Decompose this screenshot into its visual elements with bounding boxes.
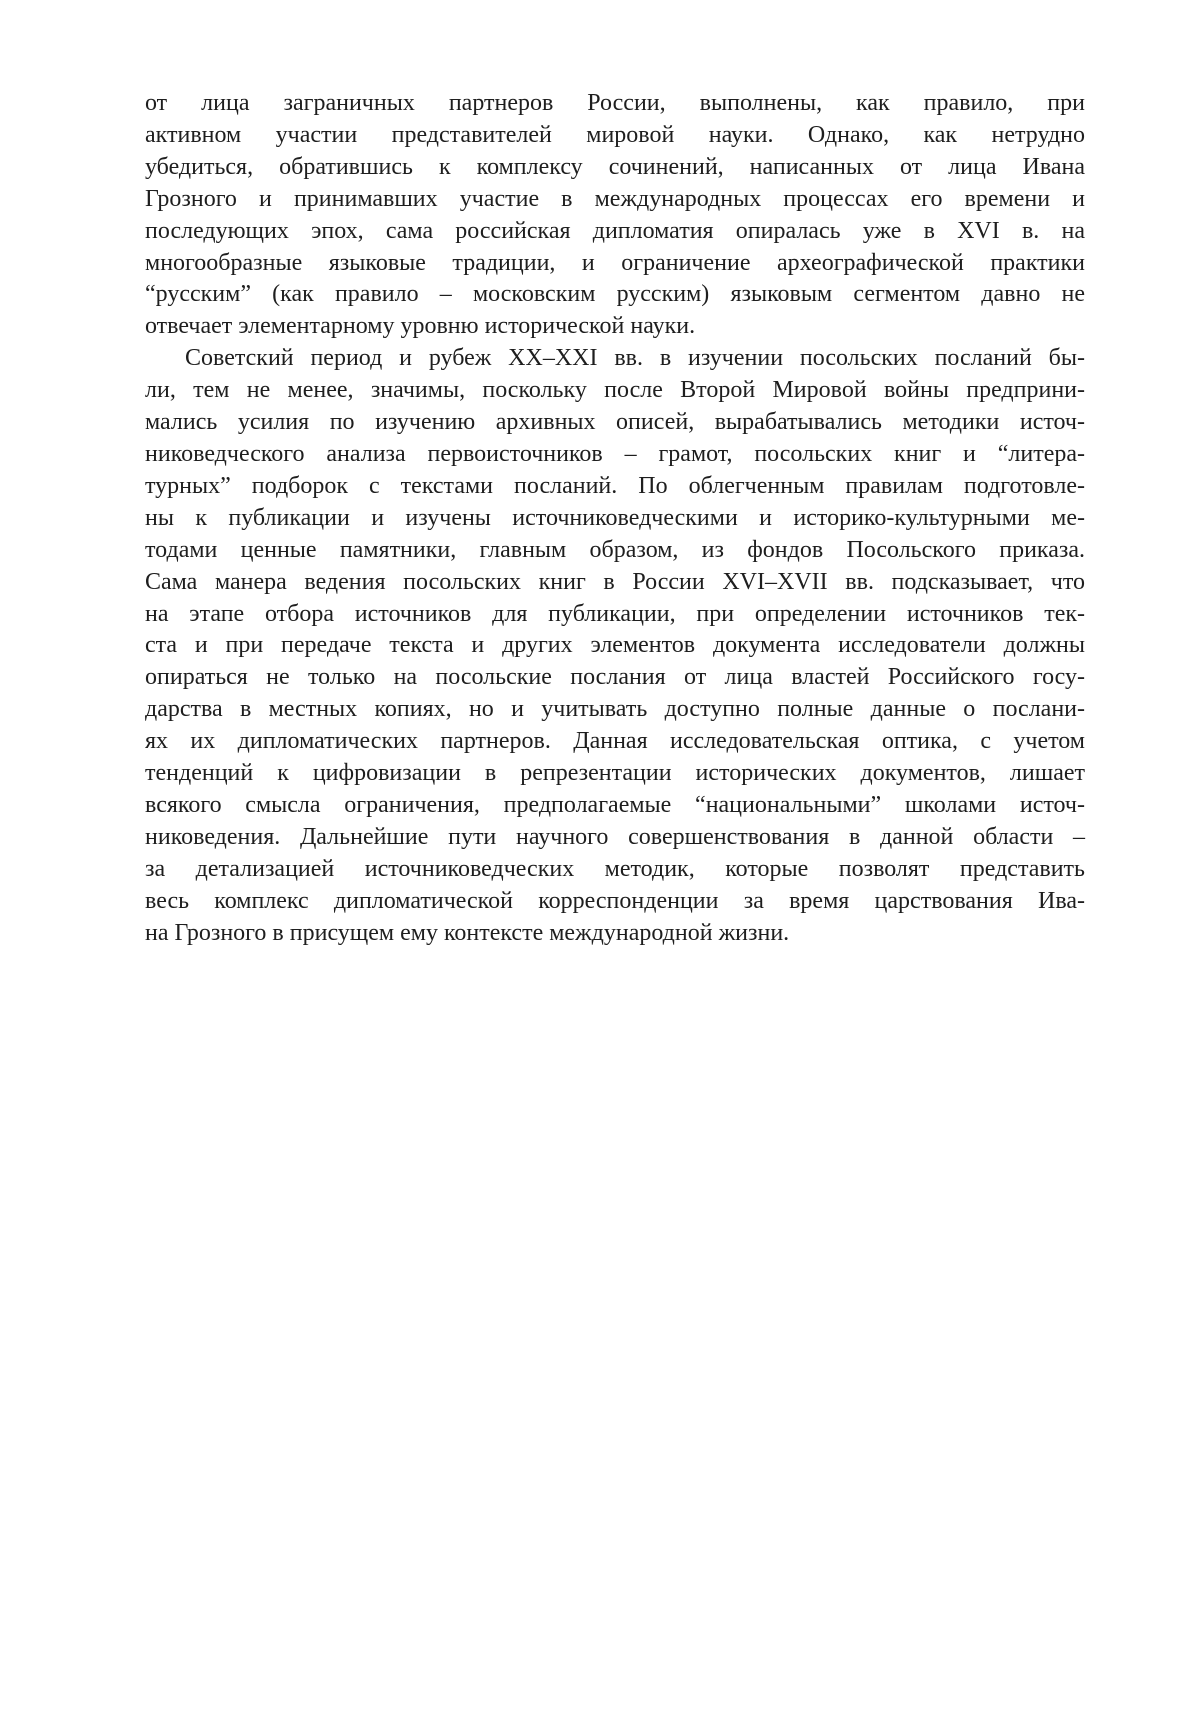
text-line: тодами ценные памятники, главным образом, из фондов Посольского приказа. bbox=[145, 536, 1085, 563]
text-line: на этапе отбора источников для публикации, при определении источников тек- bbox=[145, 600, 1085, 627]
text-line: дарства в местных копиях, но и учитывать доступно полные данные о послани- bbox=[145, 696, 1085, 723]
text-line: многообразные языковые традиции, и ограничение археографической практики bbox=[145, 249, 1085, 276]
text-line: убедиться, обратившись к комплексу сочинений, написанных от лица Ивана bbox=[145, 153, 1085, 180]
text-line: ны к публикации и изучены источниковедческими и историко-культурными ме- bbox=[145, 504, 1085, 531]
text-line: ли, тем не менее, значимы, поскольку после Второй Мировой войны предприни- bbox=[145, 377, 1085, 404]
text-line: всякого смысла ограничения, предполагаемые “национальными” школами источ- bbox=[145, 791, 1085, 818]
text-line: отвечает элементарному уровню исторической науки. bbox=[145, 313, 696, 340]
text-line: тенденций к цифровизации в репрезентации исторических документов, лишает bbox=[145, 760, 1085, 787]
text-line: на Грозного в присущем ему контексте международной жизни. bbox=[145, 919, 790, 946]
text-line: Сама манера ведения посольских книг в России XVI–XVII вв. подсказывает, что bbox=[145, 568, 1085, 595]
text-line: последующих эпох, сама российская дипломатия опиралась уже в XVI в. на bbox=[145, 217, 1085, 244]
text-line: ста и при передаче текста и других элементов документа исследователи должны bbox=[145, 632, 1085, 659]
paragraph-continuation bbox=[145, 88, 1085, 343]
text-line: ях их дипломатических партнеров. Данная исследовательская оптика, с учетом bbox=[145, 728, 1085, 755]
text-line: Грозного и принимавших участие в международных процессах его времени и bbox=[145, 185, 1085, 212]
text-line: “русским” (как правило – московским русским) языковым сегментом давно не bbox=[145, 281, 1085, 308]
text-line: весь комплекс дипломатической корреспонденции за время царствования Ива- bbox=[145, 887, 1085, 914]
text-line: никоведческого анализа первоисточников – грамот, посольских книг и “литера- bbox=[145, 440, 1085, 467]
body-text bbox=[145, 88, 1085, 949]
text-line: опираться не только на посольские послания от лица властей Российского госу- bbox=[145, 664, 1085, 691]
text-line: активном участии представителей мировой науки. Однако, как нетрудно bbox=[145, 121, 1085, 148]
text-line: за детализацией источниковедческих методик, которые позволят представить bbox=[145, 855, 1085, 882]
text-line: мались усилия по изучению архивных описей, вырабатывались методики источ- bbox=[145, 409, 1085, 436]
text-line: Советский период и рубеж XX–XXI вв. в изучении посольских посланий бы- bbox=[185, 345, 1085, 372]
text-line: от лица заграничных партнеров России, выполнены, как правило, при bbox=[145, 90, 1085, 116]
text-line: турных” подборок с текстами посланий. По облегченным правилам подготовле- bbox=[145, 472, 1085, 499]
text-line: никоведения. Дальнейшие пути научного совершенствования в данной области – bbox=[145, 823, 1085, 850]
paragraph-soviet-period bbox=[145, 343, 1085, 949]
